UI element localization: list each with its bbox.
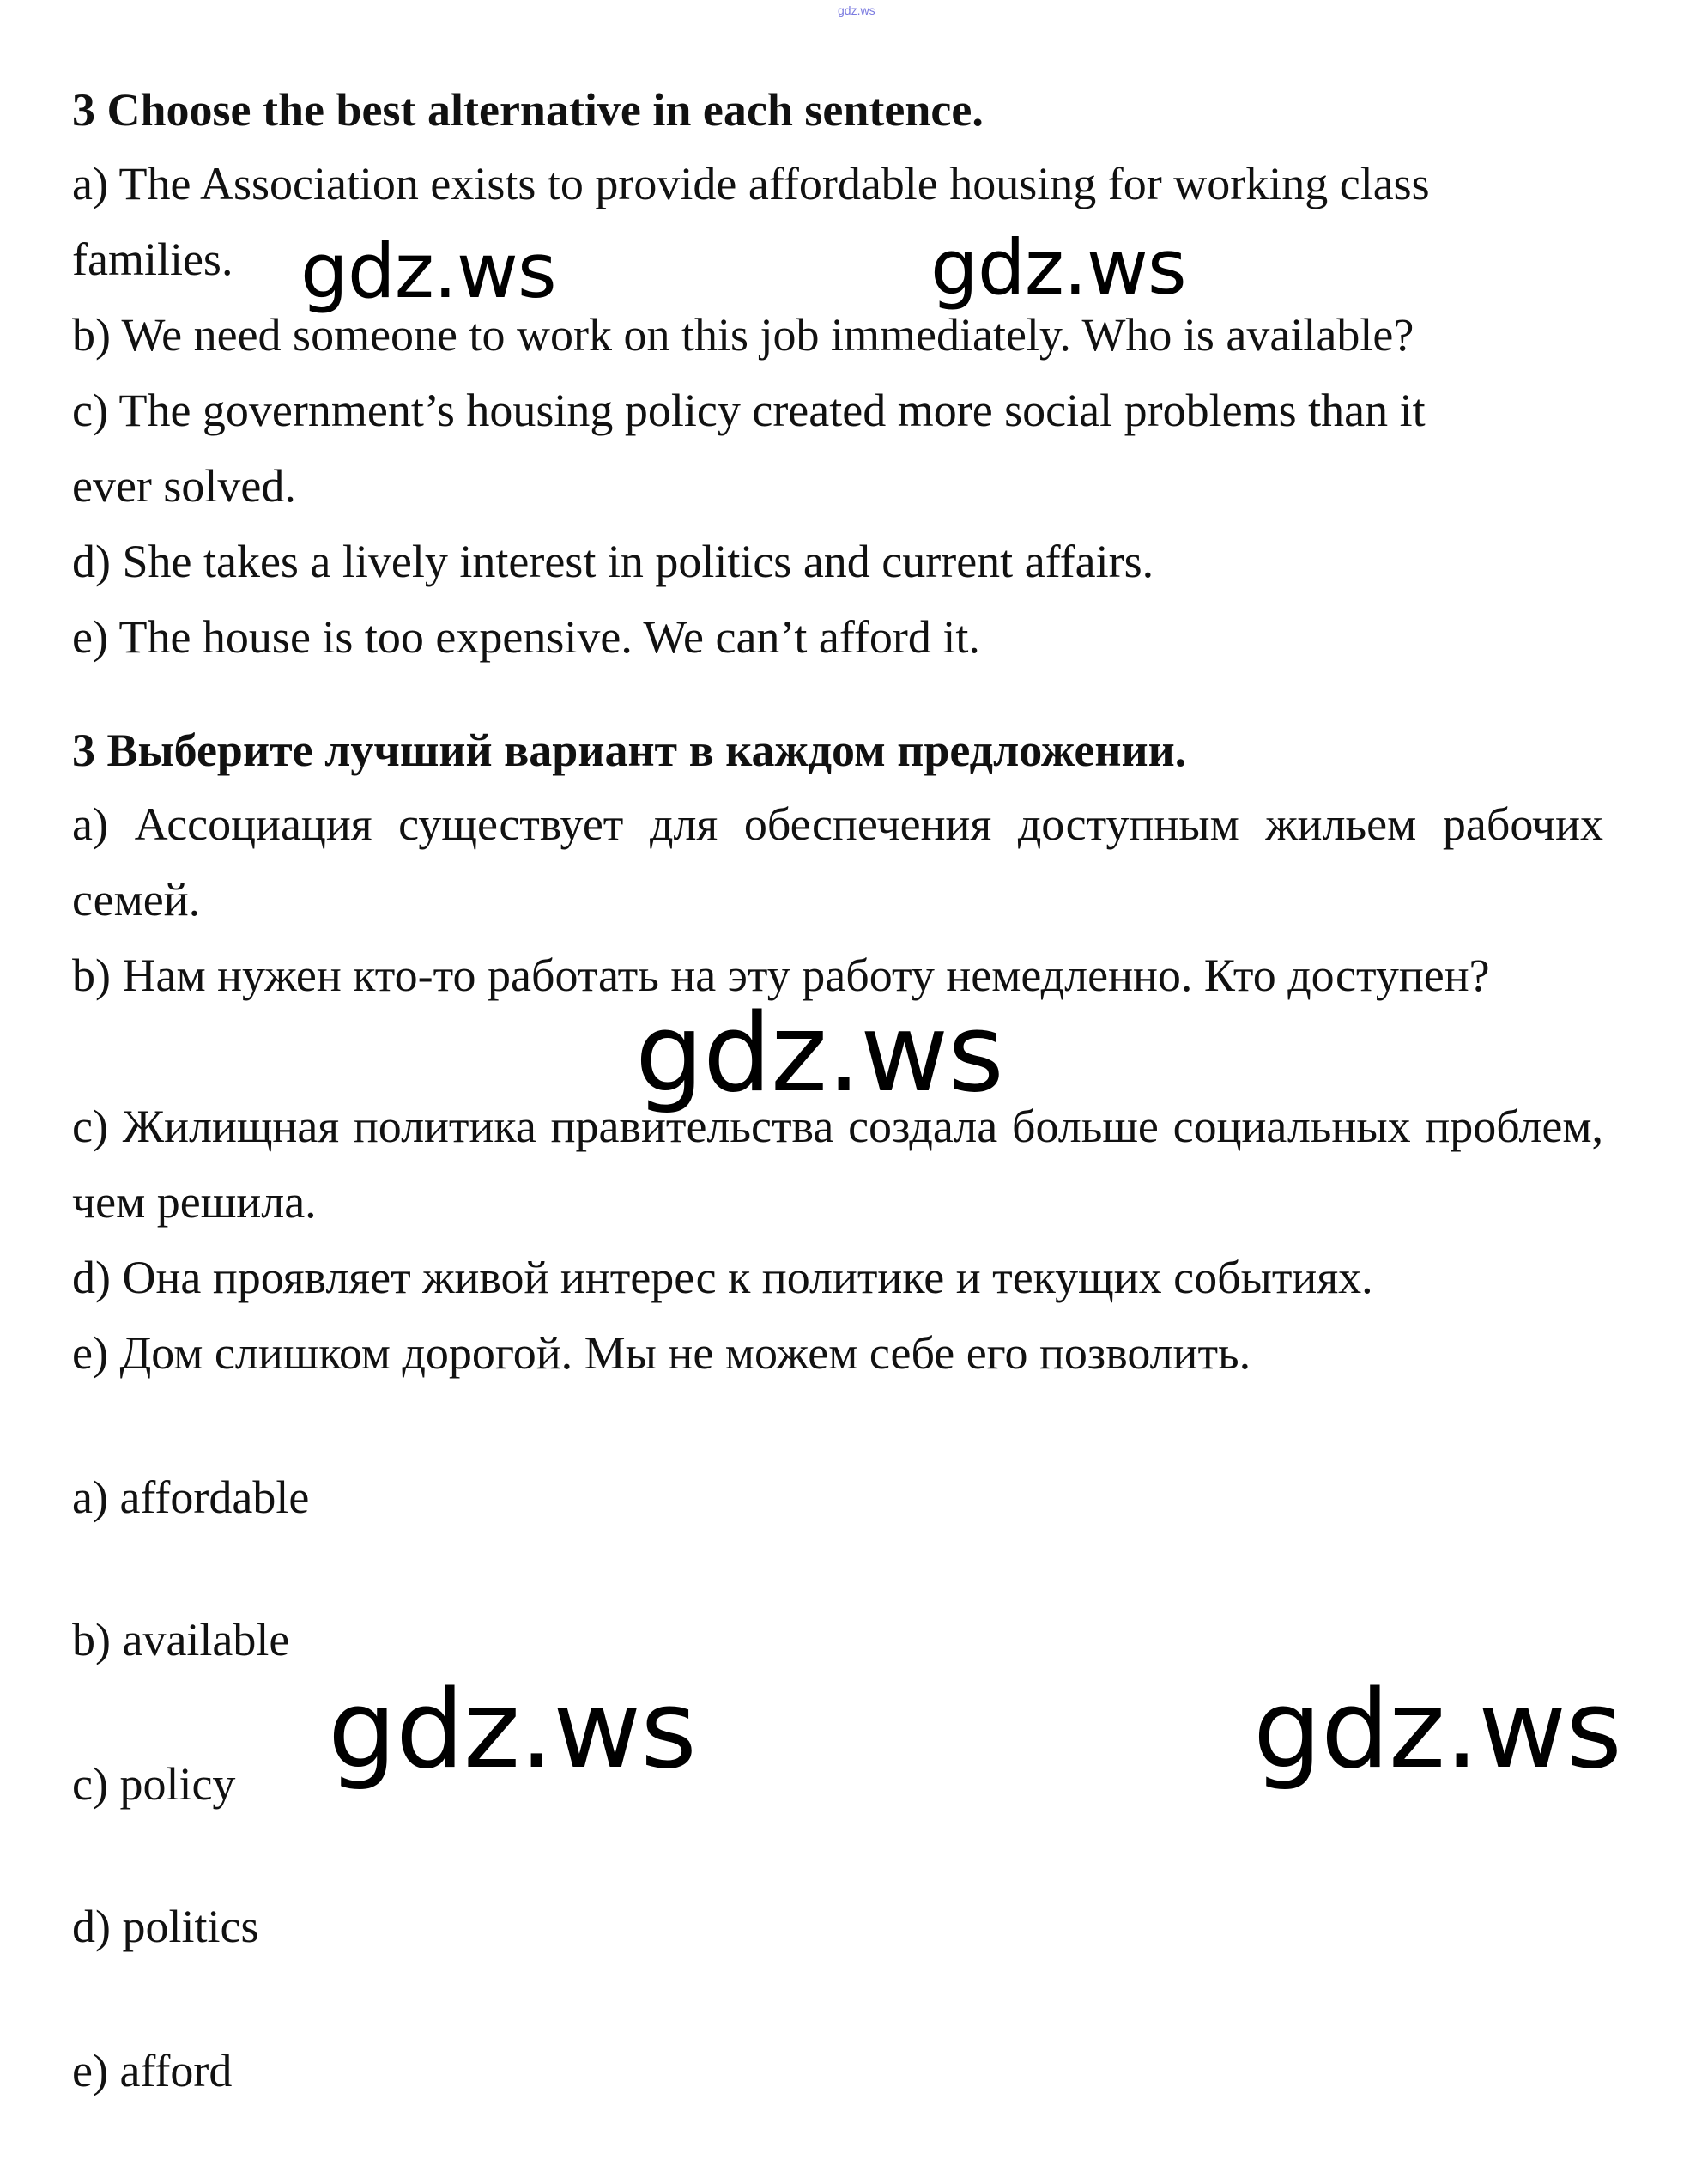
answer-c: c) policy [72,1758,236,1810]
english-heading: 3 Choose the best alternative in each sentence. [72,84,984,136]
answer-e: e) afford [72,2045,233,2096]
english-line-b: b) We need someone to work on this job immediately. Who is available? [72,309,1414,361]
watermark: gdz.ws [635,990,1003,1116]
russian-item-e: e) Дом слишком дорогой. Мы не можем себе его позволить. [72,1327,1251,1379]
answer-b: b) available [72,1614,290,1665]
watermark: gdz.ws [300,227,556,315]
russian-item-d: d) Она проявляет живой интерес к политике и текущих событиях. [72,1252,1373,1303]
russian-item-a: a) Ассоциация существует для обеспечения доступным жильем рабочих семей. [72,798,1603,925]
english-line-e: e) The house is too expensive. We can’t afford it. [72,611,980,663]
russian-item-b: b) Нам нужен кто-то работать на эту работу немедленно. Кто доступен? [72,949,1490,1001]
russian-heading: 3 Выберите лучший вариант в каждом предложении. [72,725,1187,776]
watermark: gdz.ws [1253,1666,1621,1793]
russian-item-c: c) Жилищная политика правительства создала больше социальных проблем, чем решила. [72,1101,1603,1228]
english-line-a2: families. [72,234,233,285]
answer-d: d) politics [72,1901,259,1952]
watermark: gdz.ws [930,223,1186,312]
english-line-d: d) She takes a lively interest in politics and current affairs. [72,536,1154,587]
english-line-a1: a) The Association exists to provide affordable housing for working class [72,158,1430,209]
watermark: gdz.ws [328,1666,696,1793]
top-watermark: gdz.ws [838,3,875,17]
english-line-c1: c) The government’s housing policy created more social problems than it [72,385,1426,436]
answer-a: a) affordable [72,1471,310,1523]
english-line-c2: ever solved. [72,460,296,512]
